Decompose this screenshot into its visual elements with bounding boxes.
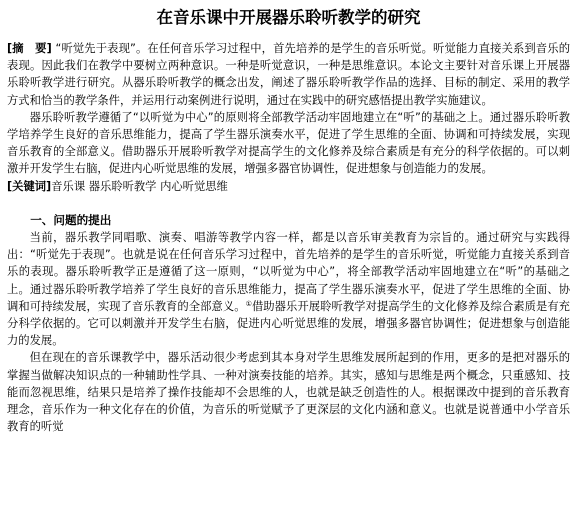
abstract-paragraph bbox=[7, 40, 570, 109]
section-paragraph-2 bbox=[7, 349, 570, 435]
abstract-text-2: 器乐聆听教学遵循了“以听觉为中心”的原则将全部教学活动牢固地建立在“听”的基础之上。通过器乐聆听教学培养学生良好的音乐思维能力，提高了学生器乐演奏水平，促进了学生思维的全面、协调和可持续发展，实现音乐教育的全部意义。借助器乐开展聆听教学对提高学生的文化修养及综合素质是有充分的科学依据的。可以刺激并开发学生右脑，促进内心听觉思维的发展，增强多器官协调性，促进想象与创造能力的发展。 bbox=[7, 110, 570, 176]
keywords-line bbox=[7, 178, 570, 195]
abstract-text-1: “听觉先于表现”。在任何音乐学习过程中，首先培养的是学生的音乐听觉。听觉能力直接关系到音乐的表现。因此我们在教学中要树立两种意识。一种是听觉意识，一种是思维意识。本论文主要针对音乐课上开展器乐聆听教学进行研究。从器乐聆听教学的概念出发，阐述了器乐聆听教学作品的选择、目标的制定、采用的教学方式和恰当的教学条件，并运用行动案例进行说明，通过在实践中的研究感悟提出教学实施建议。 bbox=[7, 42, 571, 107]
keywords-text: 音乐课 器乐聆听教学 内心听觉思维 bbox=[51, 179, 228, 193]
paper-title: 在音乐课中开展器乐聆听教学的研究 bbox=[156, 8, 421, 27]
section-heading: 一、问题的提出 bbox=[30, 212, 112, 227]
section-text-2: 但在现在的音乐课教学中，器乐活动很少考虑到其本身对学生思维发展所起到的作用，更多的是把对器乐的掌握当做解决知识点的一种辅助性学具、一种对演奏技能的培养。其实，感知与思维是两个概念，只重感知、技能而忽视思维，结果只是培养了操作技能却不会思维的人，也就是缺乏创造性的人。根据课改中提到的音乐教育理念，音乐作为一种文化存在的价值，为音乐的听觉赋予了更深层的文化内涵和意义。也就是说普通中小学音乐教育的听觉 bbox=[7, 351, 570, 434]
abstract-paragraph-2 bbox=[7, 109, 570, 178]
footnote-marker: ① bbox=[245, 299, 252, 308]
keywords-label: [关键词] bbox=[7, 179, 52, 193]
abstract-label: [摘 要] bbox=[7, 42, 52, 55]
section-text-1b: 借助器乐开展聆听教学对提高学生的文化修养及综合素质是有充分科学依据的。它可以刺激并开发学生右脑，促进内心听觉思维的发展，增强多器官协调性；促进想象与创造能力的发展。 bbox=[7, 299, 570, 348]
paper-body bbox=[7, 40, 570, 435]
section-text-1a: 当前，器乐教学同唱歌、演奏、唱游等教学内容一样，都是以音乐审美教育为宗旨的。通过研究与实践得出：“听觉先于表现”。也就是说在任何音乐学习过程中，首先培养的是学生的音乐听觉，听觉能力直接关系到音乐的表现。器乐聆听教学正是遵循了这一原则，“以听觉为中心”，将全部教学活动牢固地建立在“听”的基础之上。通过器乐聆听教学培养了学生良好的音乐思维能力，提高了学生器乐演奏水平，促进了学生思维的全面、协调和可持续发展，实现了音乐教育的全部意义。 bbox=[7, 231, 570, 313]
section-paragraph-1 bbox=[7, 229, 570, 349]
